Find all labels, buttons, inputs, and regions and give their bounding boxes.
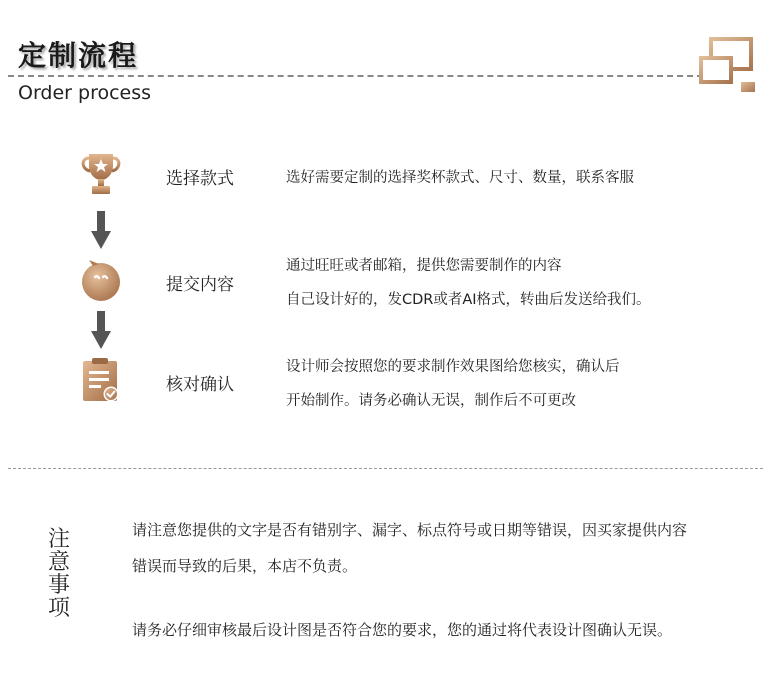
- notice-text: 请务必仔细审核最后设计图是否符合您的要求，您的通过将代表设计图确认无误。: [132, 621, 673, 639]
- notice-label-char: 注: [47, 527, 70, 552]
- notice-label-char: 项: [47, 596, 70, 621]
- step-title: 核对确认: [166, 375, 234, 395]
- arrow-down-icon: [91, 211, 111, 253]
- arrow-down-icon: [91, 311, 111, 353]
- notice-label-char: 意: [47, 550, 70, 575]
- step-description: 自己设计好的，发CDR或者AI格式，转曲后发送给我们。: [286, 292, 651, 308]
- notice-text: 请注意您提供的文字是否有错别字、漏字、标点符号或日期等错误，因买家提供内容: [132, 521, 688, 539]
- step-title: 提交内容: [166, 275, 234, 295]
- step-title: 选择款式: [166, 169, 234, 189]
- step-description: 开始制作。请务必确认无误，制作后不可更改: [286, 393, 576, 409]
- notice-label-char: 事: [47, 573, 70, 598]
- trophy-icon: [79, 152, 123, 196]
- page-subtitle: Order process: [18, 82, 152, 104]
- step-description: 选好需要定制的选择奖杯款式、尺寸、数量，联系客服: [286, 170, 634, 186]
- page-title: 定制流程: [18, 39, 139, 72]
- notice-label: [44, 528, 74, 620]
- header-divider: [8, 75, 733, 77]
- step-description: 设计师会按照您的要求制作效果图给您核实，确认后: [286, 359, 620, 375]
- step-description: 通过旺旺或者邮箱，提供您需要制作的内容: [286, 258, 562, 274]
- section-divider: [8, 468, 763, 469]
- notice-text: 错误而导致的后果，本店不负责。: [132, 557, 358, 575]
- clipboard-check-icon: [80, 358, 124, 402]
- window-frames-icon: [697, 36, 761, 104]
- chat-bubble-icon: [79, 258, 123, 302]
